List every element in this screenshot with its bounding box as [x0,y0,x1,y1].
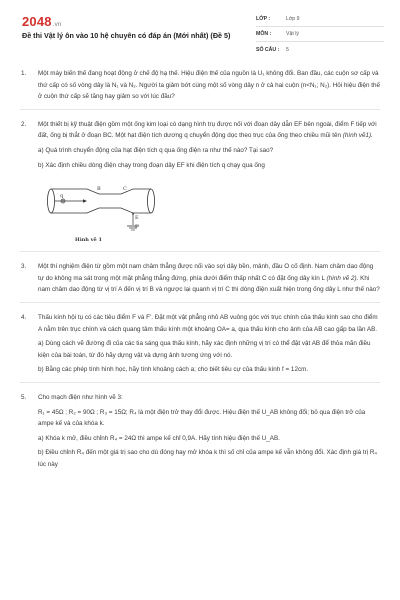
label-e: E [135,215,139,222]
meta-count-row [256,42,384,57]
sub-question-b: b) Xác định chiều dòng điện chạy trong đoạn dây EF khi điện tích q chạy qua ống [38,161,265,169]
divider [20,109,380,110]
question-text: Một máy biến thế đang hoạt động ở chế độ hạ thế. Hiệu điện thế của nguồn là U₁ không đổi. Ban đầu, các cuộn sơ cấp và thứ cấp có số vòng dây là N₁ và N₂. Người ta giảm bớt cùng một số vòng dây n ở cả hai cuộn (n<N₁; N₂). Hỏi hiệu điện thế ở cuộn thứ cấp sẽ tăng hay giảm so với lúc đầu? [38,70,380,101]
question-5 [0,392,400,471]
sub-question-a: a) Khóa k mở, điều chỉnh R₄ = 24Ω thì ampe kế chỉ 0,9A. Hãy tính hiệu điện thế U_AB. [38,434,280,442]
question-number: 5. [21,393,27,401]
meta-panel [256,12,384,57]
meta-count-label: SỐ CÂU : [256,46,280,53]
meta-subject-value: Vật lý [286,31,299,37]
sub-question-a: a) Quá trình chuyển động của hạt điện tích q qua ống điện ra như thế nào? Tại sao? [38,146,274,154]
question-text: Một thí nghiệm điện từ gồm một nam châm thẳng được nối vào sợi dây bền, mảnh, đầu O cố định. Nam châm dao động tự do không ma sát trong một mặt phẳng thẳng đứng, phía dưới điểm thấp nhất C có đặt ống dây kín L (hình vẽ 2). Khi nam châm dao động từ vị trí A đến vị trí B và ngược lại quanh vị trí C thì dòng điện xuất hiện trong ống dây L như thế nào? [38,263,380,294]
question-number: 1. [21,70,27,77]
divider [20,382,380,383]
meta-subject-row [256,27,384,42]
figure-1 [43,175,380,245]
divider [20,251,380,252]
question-4 [0,312,400,376]
meta-class-row [256,12,384,27]
meta-class-label: LỚP : [256,16,271,22]
label-c: C [123,186,127,193]
question-2 [0,119,400,245]
label-q: q [60,193,64,200]
question-text: Một thiết bị kỹ thuật điện gồm một ống kim loại có dạng hình trụ được nối với đoạn dây dẫn EF bên ngoài, điểm F tiếp với đất, ống bị thắt ở đoạn BC. Một hạt điện tích dương q chuyển động dọc theo trục của ống theo chiều mũi tên (hình vẽ1). [38,120,377,140]
question-number: 3. [21,263,27,271]
sub-question-a: a) Dùng cách vẽ đường đi của các tia sáng qua thấu kính, hãy xác định những vị trí có thể đặt vật AB để thỏa mãn điều kiện của bài toán, từ đó hãy dựng vật và dựng ảnh tương ứng với nó. [38,340,371,359]
sub-question-b: b) Bằng các phép tính hình học, hãy tính khoảng cách a; cho biết tiêu cự của thấu kính f = 12cm. [38,366,309,374]
question-3 [0,261,400,296]
meta-class-value: Lớp 9 [286,16,300,22]
sub-question-b: b) Điều chỉnh R₄ đến một giá trị sao cho dù đóng hay mở khóa k thì số chỉ của ampe kế vẫn không đổi. Xác định giá trị R₄ lúc này [38,449,377,468]
page-title: Đề thi Vật lý ôn vào 10 hệ chuyên có đáp án (Mới nhất) (Đề 5) [22,31,231,40]
question-detail: R₁ = 45Ω ; R₂ = 90Ω ; R₃ = 15Ω; R₄ là một điện trở thay đổi được. Hiệu điện thế U_AB không đổi; bỏ qua điện trở của ampe kế và của khóa k. [38,408,366,428]
page-header [0,0,400,62]
question-number: 4. [21,313,27,321]
question-text: Thấu kính hội tụ có các tiêu điểm F và F'. Đặt một vật phẳng nhỏ AB vuông góc với trục chính của thấu kính sao cho điểm A nằm trên trục chính và cách quang tâm thấu kính một khoảng OA= a, qua thấu kính cho ảnh của AB cao gấp ba lần AB. [38,313,378,333]
figure-caption: Hình vẽ 1 [75,237,102,244]
label-f: F [135,224,139,231]
divider [20,302,380,303]
question-text: Cho mạch điện như hình vẽ 3: [38,393,123,401]
question-list [0,68,400,470]
meta-subject-label: MÔN : [256,31,272,37]
label-b: B [97,186,101,193]
question-1 [0,68,400,103]
tube-diagram [43,175,163,245]
site-logo[interactable]: 2048.vn [22,14,62,29]
meta-count-value: 5 [286,46,289,53]
question-number: 2. [21,120,27,128]
